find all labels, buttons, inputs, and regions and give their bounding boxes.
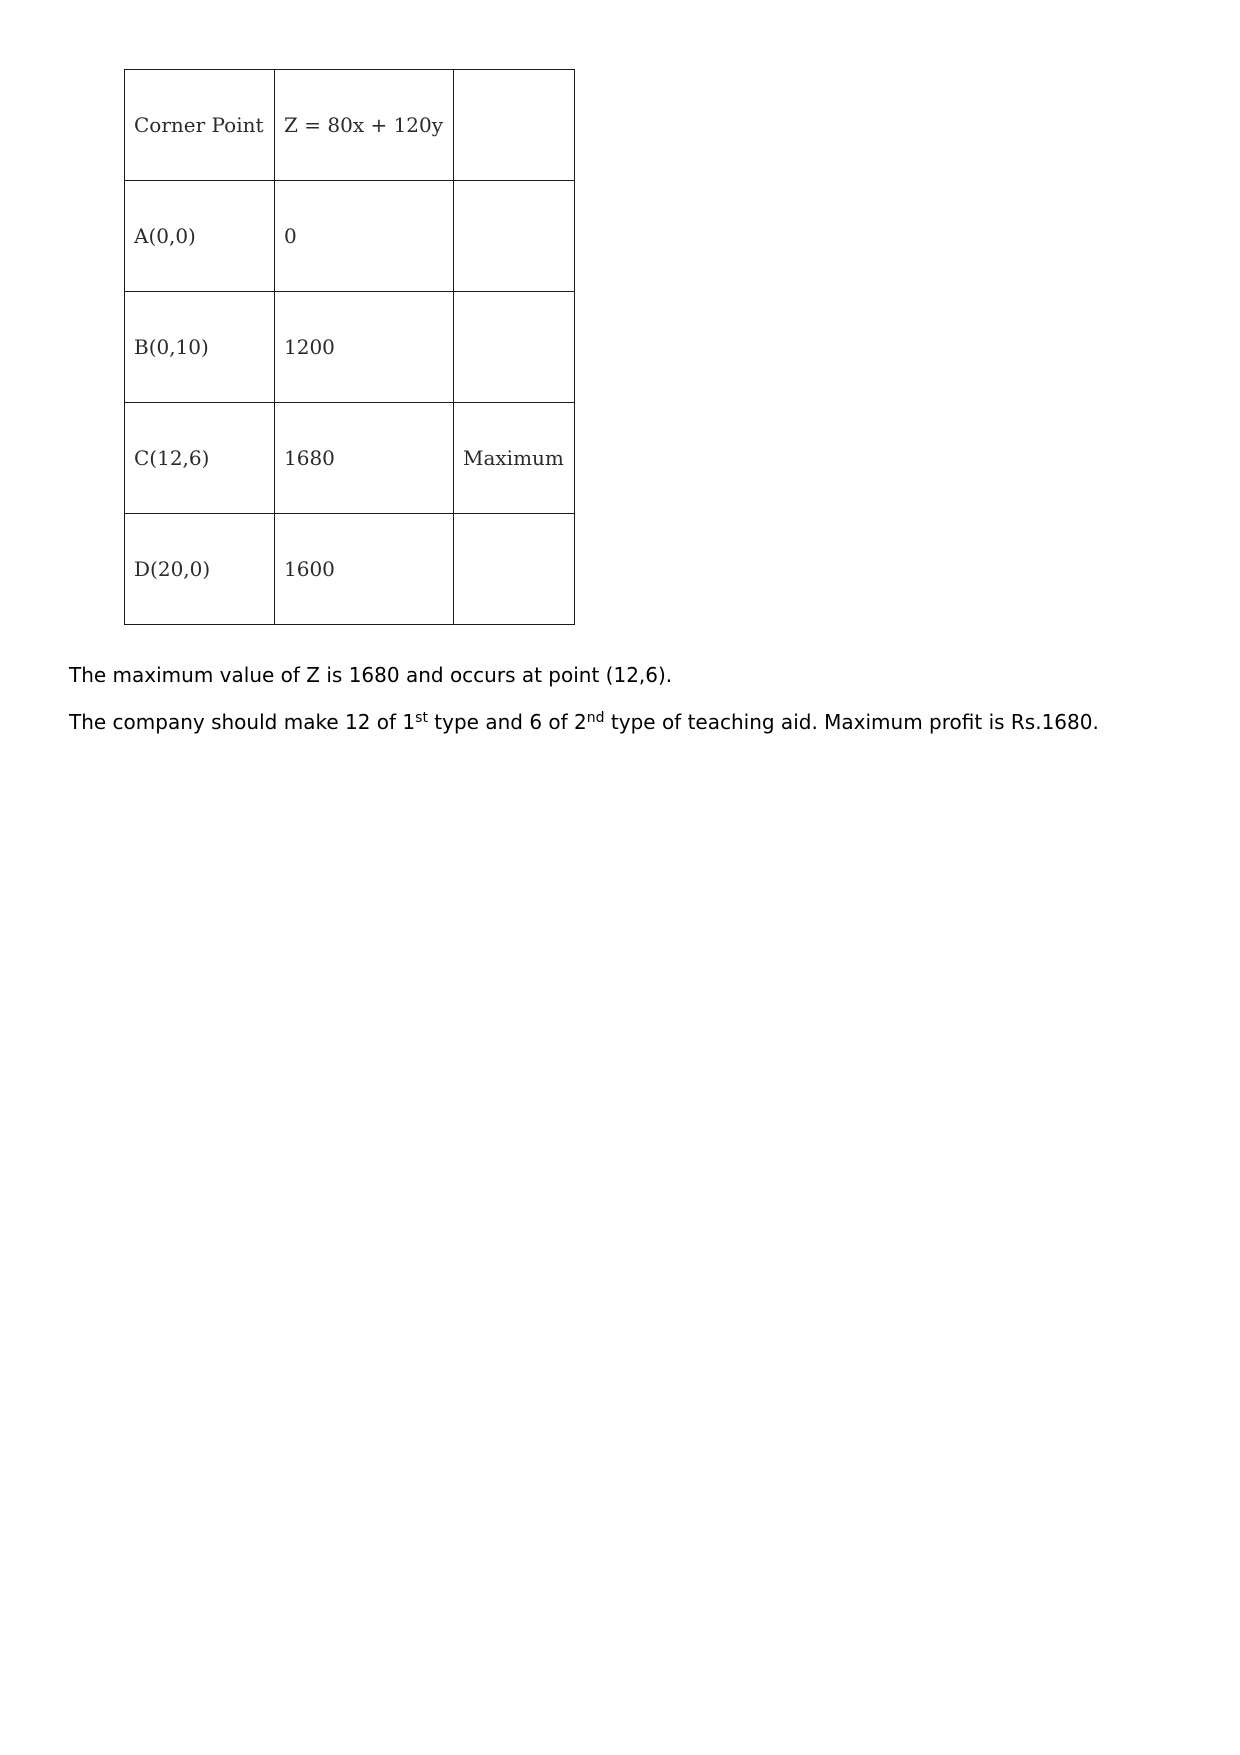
table-row	[125, 181, 575, 292]
table-row	[125, 292, 575, 403]
table-cell: Maximum	[454, 403, 575, 514]
recommendation-text: type and 6 of 2	[427, 710, 587, 734]
table-header-cell	[454, 70, 575, 181]
ordinal-suffix: nd	[586, 710, 605, 726]
table-cell: C(12,6)	[125, 403, 275, 514]
table-row	[125, 514, 575, 625]
table-row	[125, 403, 575, 514]
table-cell	[454, 292, 575, 403]
table-header-row	[125, 70, 575, 181]
table-header-cell: Corner Point	[125, 70, 275, 181]
table-cell	[454, 514, 575, 625]
table-cell: 1680	[275, 403, 454, 514]
conclusion-max-value: The maximum value of Z is 1680 and occurs at point (12,6).	[69, 663, 673, 687]
table-cell	[454, 181, 575, 292]
table-cell: 1200	[275, 292, 454, 403]
table-cell: D(20,0)	[125, 514, 275, 625]
table-cell: 0	[275, 181, 454, 292]
ordinal-suffix: st	[415, 710, 428, 726]
recommendation-text: type of teaching aid. Maximum profit is Rs.1680.	[604, 710, 1099, 734]
table-cell: B(0,10)	[125, 292, 275, 403]
corner-point-table	[124, 69, 575, 625]
conclusion-recommendation	[69, 709, 1099, 735]
table-cell: A(0,0)	[125, 181, 275, 292]
table-header-cell: Z = 80x + 120y	[275, 70, 454, 181]
table-cell: 1600	[275, 514, 454, 625]
recommendation-text: The company should make 12 of 1	[69, 710, 416, 734]
